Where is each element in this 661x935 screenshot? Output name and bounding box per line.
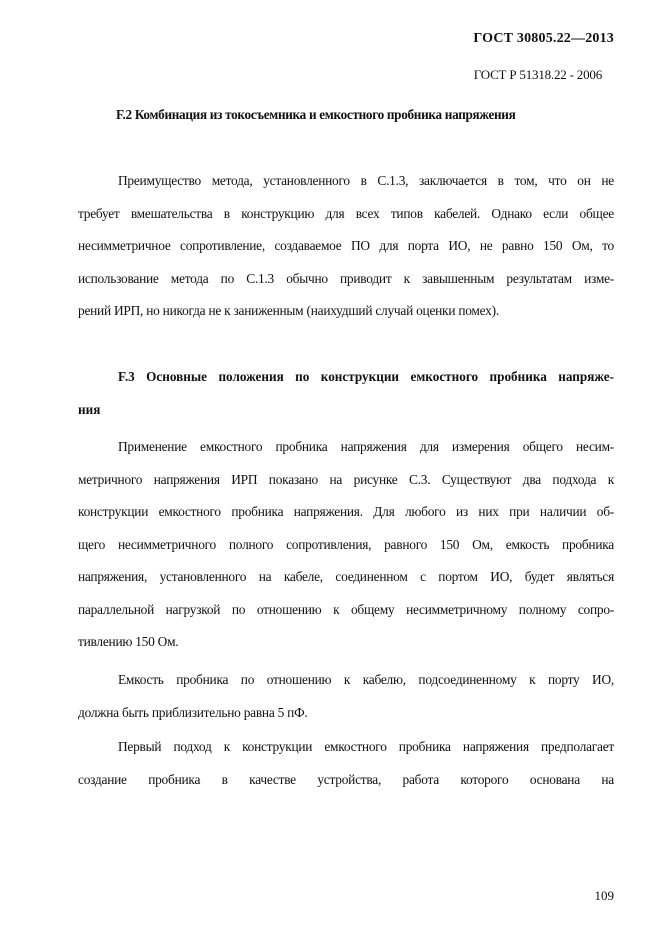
section-f3-title: F.3 Основные положения по конструкции емкостного пробника напряже- <box>118 369 614 384</box>
text-line: рений ИРП, но никогда не к заниженным (наихудший случай оценки помех). <box>78 303 499 318</box>
standard-number-alt: ГОСТ Р 51318.22 - 2006 <box>473 67 602 82</box>
text-line: конструкции емкостного пробника напряжения. Для любого из них при наличии об- <box>78 504 614 519</box>
section-f3-paragraph-3 <box>78 731 614 796</box>
text-line: несимметричное сопротивление, создаваемое ПО для порта ИО, не равно 150 Ом, то <box>78 238 614 253</box>
text-line: Емкость пробника по отношению к кабелю, подсоединенному к порту ИО, <box>118 672 614 687</box>
section-f2-title: F.2 Комбинация из токосъемника и емкостного пробника напряжения <box>116 107 516 122</box>
text-line: должна быть приблизительно равна 5 пФ. <box>78 704 308 720</box>
text-line: требует вмешательства в конструкцию для всех типов кабелей. Однако если общее <box>78 205 614 221</box>
text-line: Применение емкостного пробника напряжения для измерения общего несим- <box>118 439 614 454</box>
text-line: Первый подход к конструкции емкостного пробника напряжения предполагает <box>118 739 614 754</box>
section-f3-paragraph-2 <box>78 664 614 729</box>
section-f3-title-continuation: ния <box>78 402 101 417</box>
standard-number: ГОСТ 30805.22—2013 <box>473 31 614 46</box>
section-f3-paragraph-1 <box>78 431 614 659</box>
page-number: 109 <box>594 888 614 903</box>
text-line: тивлению 150 Ом. <box>78 634 179 649</box>
text-line: Преимущество метода, установленного в С.1.3, заключается в том, что он не <box>118 173 614 188</box>
text-line: напряжения, установленного на кабеле, соединенном с портом ИО, будет являться <box>78 569 614 584</box>
text-line: параллельной нагрузкой по отношению к общему несимметричному полному сопро- <box>78 601 614 617</box>
section-f2-paragraph <box>78 165 614 328</box>
text-line: щего несимметричного полного сопротивления, равного 150 Ом, емкость пробника <box>78 536 614 552</box>
text-line: использование метода по С.1.3 обычно приводит к завышенным результатам изме- <box>78 270 614 286</box>
text-line: создание пробника в качестве устройства, работа которого основана на <box>78 771 614 787</box>
text-line: метричного напряжения ИРП показано на рисунке С.3. Существуют два подхода к <box>78 471 614 487</box>
